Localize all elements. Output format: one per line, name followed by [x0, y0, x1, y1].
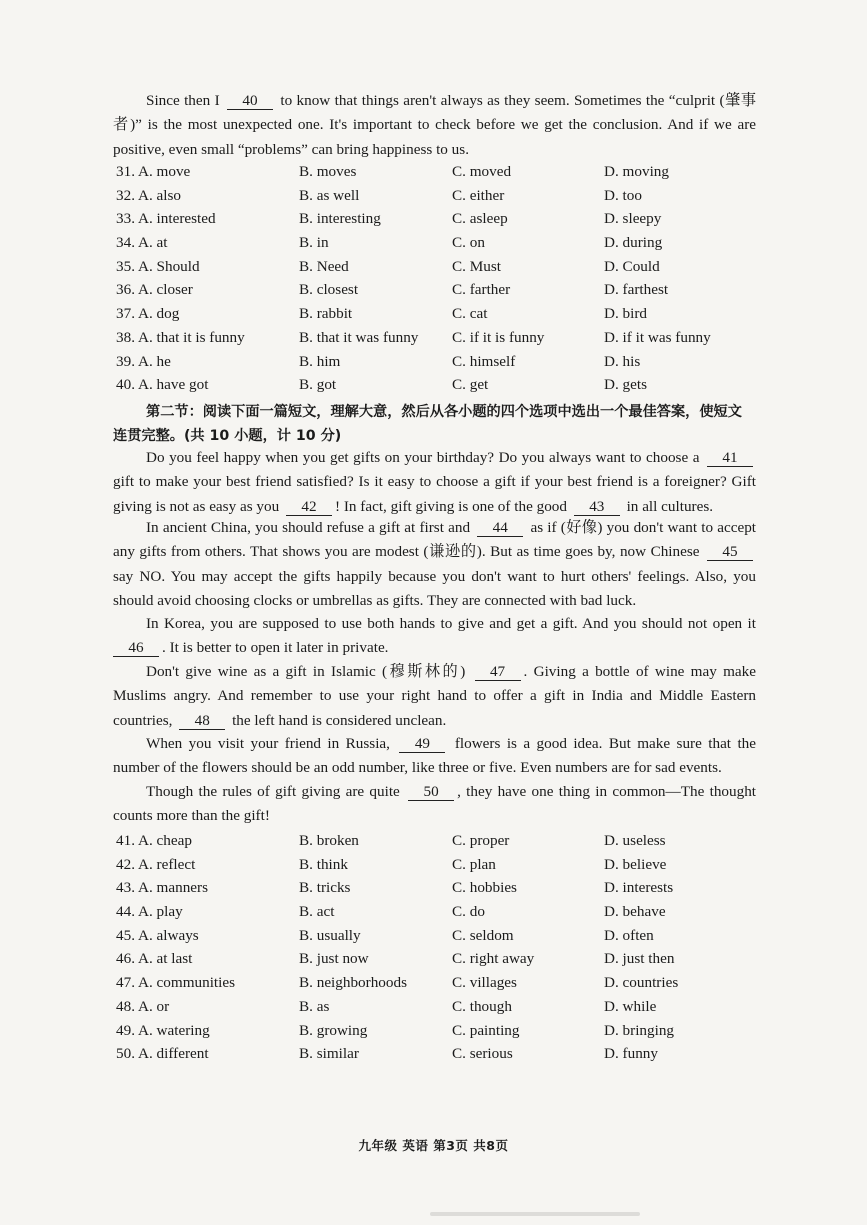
option-a [116, 207, 216, 231]
question-number: 47. [116, 974, 135, 992]
p6-text-a: Though the rules of gift giving are quite [146, 783, 400, 800]
option-d: D. bird [604, 305, 648, 323]
option-a [116, 326, 245, 350]
option-a [116, 1042, 209, 1066]
passage1-text-after: to know that things aren't always as they seem. Sometimes the “culprit (肇事者)” is the most unexpected one. It's important to check before we get the conclusion. And if we are positive, even small “problems” can bring happiness to us. [113, 92, 757, 158]
passage2-paragraph-2 [113, 516, 756, 613]
question-number: 35. [116, 257, 135, 275]
option-d: D. sleepy [604, 210, 662, 228]
question-number: 41. [116, 832, 135, 849]
option-text: A. manners [137, 879, 208, 897]
option-row [116, 971, 766, 995]
option-a [116, 876, 208, 900]
p3-text-b: . It is better to open it later in private. [162, 639, 389, 657]
passage2-paragraph-6 [113, 780, 756, 829]
option-b: B. as [299, 997, 330, 1015]
option-c: C. farther [452, 281, 511, 299]
option-row [116, 302, 766, 326]
option-text: A. at [137, 234, 168, 252]
option-b: B. got [299, 376, 337, 394]
option-d: D. during [604, 234, 663, 252]
option-a [116, 373, 208, 397]
option-row [116, 1042, 766, 1066]
option-text: A. dog [137, 305, 180, 323]
option-d: D. Could [604, 257, 660, 275]
option-a [116, 995, 169, 1019]
option-text: A. watering [137, 1021, 210, 1039]
option-d: D. moving [604, 163, 669, 180]
option-b: B. act [299, 903, 335, 921]
option-b: B. similar [299, 1045, 359, 1063]
blank-41: 41 [707, 449, 753, 467]
options-41-50 [116, 829, 766, 1066]
option-c: C. asleep [452, 210, 508, 228]
p4-text-c: the left hand is considered unclean. [232, 711, 447, 729]
p1-text-b: gift to make your best friend satisfied? Is it easy to choose a gift if your best friend is a foreigner? Gift giving is not as easy as you [113, 473, 756, 515]
option-b: B. tricks [299, 879, 351, 897]
option-text: A. that it is funny [137, 328, 245, 346]
option-b: B. him [299, 352, 341, 370]
option-c: C. though [452, 997, 512, 1015]
option-c: C. either [452, 186, 505, 204]
option-row [116, 160, 766, 184]
option-a [116, 1019, 210, 1043]
option-d: D. while [604, 997, 657, 1015]
option-row [116, 231, 766, 255]
p5-text-b: flowers is a good idea. But make sure that the number of the flowers should be an odd number, like three or five. Even numbers are for sad events. [113, 735, 757, 777]
option-b: B. neighborhoods [299, 974, 407, 992]
option-d: D. his [604, 352, 641, 370]
option-b: B. Need [299, 257, 349, 275]
option-row [116, 995, 766, 1019]
question-number: 34. [116, 234, 135, 252]
p3-text-a: In Korea, you are supposed to use both hands to give and get a gift. And you should not open it [146, 615, 756, 632]
option-c: C. proper [452, 832, 510, 849]
option-row [116, 1019, 766, 1043]
option-text: A. always [137, 926, 199, 944]
blank-43: 43 [574, 498, 620, 516]
option-a [116, 971, 235, 995]
blank-50: 50 [408, 783, 454, 801]
passage1-paragraph [113, 89, 756, 162]
blank-48: 48 [179, 712, 225, 730]
option-text: A. move [137, 163, 191, 180]
option-text: A. also [137, 186, 182, 204]
question-number: 36. [116, 281, 135, 299]
blank-47: 47 [475, 663, 521, 681]
blank-42: 42 [286, 498, 332, 516]
option-row [116, 184, 766, 208]
option-a [116, 231, 168, 255]
option-c: C. right away [452, 950, 535, 968]
option-d: D. useless [604, 832, 666, 849]
option-b: B. closest [299, 281, 359, 299]
option-row [116, 947, 766, 971]
option-d: D. just then [604, 950, 675, 968]
option-c: C. serious [452, 1045, 513, 1063]
option-text: A. have got [137, 376, 209, 394]
blank-46: 46 [113, 639, 159, 657]
option-d: D. too [604, 186, 642, 204]
blank-49: 49 [399, 735, 445, 753]
p2-text-a: In ancient China, you should refuse a gift at first and [146, 519, 471, 536]
passage2-paragraph-5 [113, 732, 756, 781]
option-text: A. or [137, 997, 170, 1015]
option-row [116, 278, 766, 302]
option-text: A. interested [137, 210, 216, 228]
option-b: B. moves [299, 163, 357, 180]
passage2-paragraph-4 [113, 660, 756, 733]
option-c: C. if it is funny [452, 328, 545, 346]
option-d: D. often [604, 926, 654, 944]
option-b: B. growing [299, 1021, 368, 1039]
option-text: A. different [137, 1045, 209, 1063]
option-b: B. interesting [299, 210, 381, 228]
option-row [116, 900, 766, 924]
question-number: 49. [116, 1021, 135, 1039]
option-text: A. cheap [137, 832, 192, 849]
option-text: A. he [137, 352, 171, 370]
option-a [116, 900, 183, 924]
question-number: 46. [116, 950, 135, 968]
section2-heading-text: 第二节：阅读下面一篇短文，理解大意，然后从各小题的四个选项中选出一个最佳答案，使短文连贯完整。(共 10 小题，计 10 分) [113, 404, 742, 444]
p5-text-a: When you visit your friend in Russia, [146, 735, 390, 752]
option-b: B. just now [299, 950, 369, 968]
p1-text-c: ! In fact, gift giving is one of the good [335, 497, 567, 515]
option-c: C. seldom [452, 926, 514, 944]
option-c: C. moved [452, 163, 512, 180]
p4-text-b: . Giving a bottle of wine may make Muslims angry. And remember to use your right hand to offer a gift in India and Middle Eastern countries, [113, 663, 756, 729]
option-text: A. Should [137, 257, 200, 275]
p4-text-a: Don't give wine as a gift in Islamic (穆斯林的) [146, 663, 466, 680]
option-c: C. get [452, 376, 489, 394]
question-number: 44. [116, 903, 135, 921]
option-b: B. think [299, 855, 348, 873]
blank-45: 45 [707, 543, 753, 561]
option-row [116, 255, 766, 279]
option-c: C. Must [452, 257, 501, 275]
question-number: 43. [116, 879, 135, 897]
blank-40: 40 [227, 92, 273, 110]
p6-text-b: , they have one thing in common—The thought counts more than the gift! [113, 783, 757, 825]
option-row [116, 876, 766, 900]
option-b: B. as well [299, 186, 360, 204]
question-number: 50. [116, 1045, 135, 1063]
option-d: D. if it was funny [604, 328, 711, 346]
option-text: A. play [137, 903, 183, 921]
option-row [116, 853, 766, 877]
option-a [116, 853, 195, 877]
question-number: 32. [116, 186, 135, 204]
option-d: D. interests [604, 879, 674, 897]
option-text: A. closer [137, 281, 193, 299]
option-a [116, 278, 193, 302]
option-a [116, 302, 179, 326]
option-d: D. gets [604, 376, 648, 394]
option-row [116, 326, 766, 350]
p2-text-c: say NO. You may accept the gifts happily because you don't want to hurt others' feelings. Also, you should avoid choosing clocks or umbrellas as gifts. They are connected with bad luck. [113, 567, 756, 609]
page-footer: 九年级 英语 第3页 共8页 [358, 1138, 509, 1153]
option-b: B. rabbit [299, 305, 353, 323]
option-b: B. in [299, 234, 329, 252]
question-number: 45. [116, 926, 135, 944]
option-d: D. bringing [604, 1021, 675, 1039]
scan-smudge [430, 1212, 640, 1216]
option-c: C. hobbies [452, 879, 517, 897]
question-number: 38. [116, 328, 135, 346]
option-d: D. farthest [604, 281, 669, 299]
passage1-text-before: Since then I [146, 92, 220, 109]
option-d: D. behave [604, 903, 666, 921]
option-c: C. himself [452, 352, 516, 370]
passage2-paragraph-1 [113, 446, 756, 519]
option-a [116, 924, 199, 948]
passage2-paragraph-3 [113, 612, 756, 661]
option-a [116, 160, 190, 184]
option-row [116, 350, 766, 374]
option-a [116, 350, 171, 374]
option-text: A. at last [137, 950, 193, 968]
option-c: C. on [452, 234, 485, 252]
question-number: 37. [116, 305, 135, 323]
p1-text-a: Do you feel happy when you get gifts on your birthday? Do you always want to choose a [146, 449, 700, 466]
p2-text-b: as if (好像) you don't want to accept any gifts from others. That shows you are modest (谦逊的). But as time goes by, now Chinese [113, 519, 757, 561]
option-b: B. usually [299, 926, 361, 944]
option-d: D. countries [604, 974, 679, 992]
option-b: B. that it was funny [299, 328, 419, 346]
option-row [116, 924, 766, 948]
option-c: C. villages [452, 974, 517, 992]
option-d: D. funny [604, 1045, 658, 1063]
question-number: 42. [116, 855, 135, 873]
question-number: 40. [116, 376, 135, 394]
option-c: C. cat [452, 305, 488, 323]
question-number: 33. [116, 210, 135, 228]
option-b: B. broken [299, 832, 359, 849]
option-row [116, 373, 766, 397]
option-a [116, 184, 181, 208]
option-row [116, 207, 766, 231]
question-number: 48. [116, 997, 135, 1015]
option-c: C. painting [452, 1021, 520, 1039]
section2-heading [113, 400, 756, 448]
option-row [116, 829, 766, 853]
option-a [116, 947, 192, 971]
options-31-40 [116, 160, 766, 397]
option-a [116, 255, 200, 279]
option-a [116, 829, 192, 853]
option-d: D. believe [604, 855, 667, 873]
option-c: C. plan [452, 855, 496, 873]
option-c: C. do [452, 903, 485, 921]
option-text: A. communities [137, 974, 236, 992]
blank-44: 44 [477, 519, 523, 537]
p1-text-d: in all cultures. [626, 497, 714, 515]
question-number: 31. [116, 163, 135, 180]
option-text: A. reflect [137, 855, 196, 873]
question-number: 39. [116, 352, 135, 370]
